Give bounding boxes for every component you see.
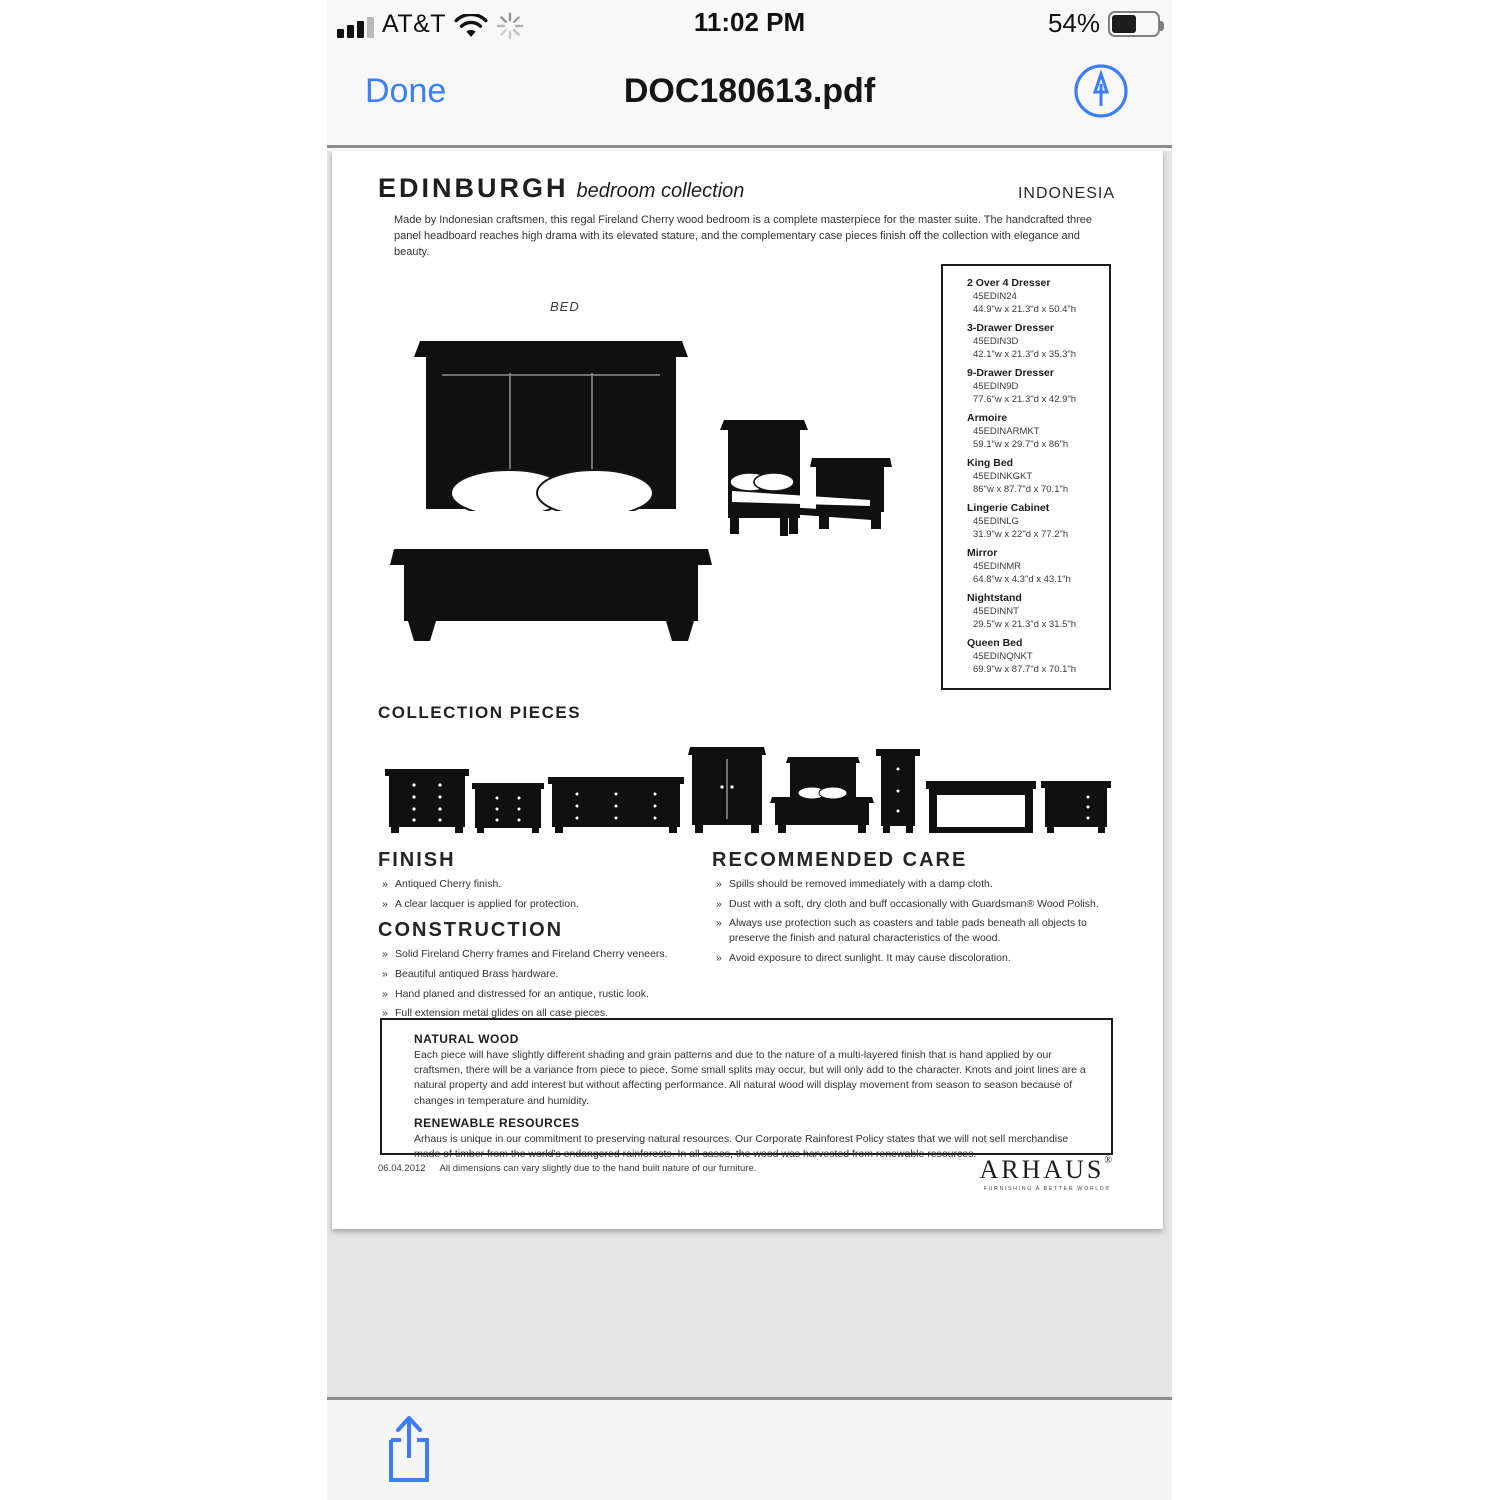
brand-name: ARHAUS — [979, 1155, 1105, 1184]
9-drawer-dresser-illustration — [547, 777, 685, 833]
dimensions-disclaimer: All dimensions can vary slightly due to the hand built nature of our furniture. — [439, 1163, 757, 1174]
construction-bullet: » Full extension metal glides on all case pieces. — [378, 1006, 688, 1021]
2-over-4-dresser-illustration — [384, 769, 470, 833]
care-bullets — [712, 877, 1120, 965]
spec-item-sku: 45EDINNT — [973, 606, 1019, 617]
share-button[interactable] — [381, 1414, 437, 1484]
done-button[interactable]: Done — [365, 72, 447, 110]
finish-bullet: » A clear lacquer is applied for protection. — [378, 897, 688, 912]
renewable-resources-body: Arhaus is unique in our commitment to preserving natural resources. Our Corporate Rainforest Policy states that we will not sell merchandise made of timber from the world's endangered rainforests. In all cases, the wood was harvested from renewable resources. — [414, 1132, 1069, 1161]
spec-item — [967, 457, 1105, 496]
care-bullet: » Spills should be removed immediately with a damp cloth. — [712, 877, 1120, 892]
status-bar — [327, 0, 1172, 48]
spec-item-dimensions: 64.8"w x 4.3"d x 43.1"h — [973, 574, 1071, 585]
spec-item-name: Queen Bed — [967, 637, 1023, 649]
pdf-page — [332, 151, 1163, 1229]
spec-item-dimensions: 42.1"w x 21.3"d x 35.3"h — [973, 349, 1077, 360]
spec-item — [967, 322, 1105, 361]
spec-item-sku: 45EDINKGKT — [973, 471, 1033, 482]
spec-item — [967, 547, 1105, 586]
spec-item-dimensions: 77.6"w x 21.3"d x 42.9"h — [973, 394, 1077, 405]
spec-item-sku: 45EDINQNKT — [973, 651, 1033, 662]
care-heading: RECOMMENDED CARE — [712, 849, 968, 871]
spec-item-name: Nightstand — [967, 592, 1022, 604]
clock-label: 11:02 PM — [693, 7, 806, 37]
markup-pen-icon — [1072, 62, 1130, 120]
construction-heading: CONSTRUCTION — [378, 919, 564, 942]
spec-item — [967, 367, 1105, 406]
spec-item-dimensions: 44.9"w x 21.3"d x 50.4"h — [973, 304, 1077, 315]
construction-bullet: » Hand planed and distressed for an antique, rustic look. — [378, 987, 688, 1002]
page-footer-note — [378, 1163, 938, 1174]
3-drawer-dresser-illustration — [471, 783, 545, 833]
brand-registered-mark: ® — [1104, 1155, 1115, 1166]
spec-item — [967, 592, 1105, 631]
care-bullet: » Avoid exposure to direct sunlight. It may cause discoloration. — [712, 951, 1120, 966]
collection-name: EDINBURGH — [378, 173, 569, 203]
finish-heading: FINISH — [378, 849, 456, 871]
bottom-toolbar — [327, 1397, 1172, 1500]
spec-item — [967, 637, 1105, 676]
spec-item-dimensions: 69.9"w x 87.7"d x 70.1"h — [973, 664, 1077, 675]
spec-item-dimensions: 59.1"w x 29.7"d x 86"h — [973, 439, 1069, 450]
intro-paragraph: Made by Indonesian craftsmen, this regal Fireland Cherry wood bedroom is a complete masterpiece for the master suite. The handcrafted three panel headboard reaches high drama with its elevated stature, and the complementary case pieces finish off the collection with elegance and beauty. — [394, 214, 1093, 258]
natural-wood-body: Each piece will have slightly different shading and grain patterns and due to the nature of a multi-layered finish that is hand applied by our craftsmen, there will be a variance from piece to piece. Some small splits may occur, but will only add to the character. Knots and joint lines are a natural property and add interest but without affecting performance. All natural wood will display movement from season to season because of changes in temperature and humidity. — [414, 1049, 1086, 1107]
spec-item-sku: 45EDIN3D — [973, 336, 1019, 347]
battery-icon — [1108, 11, 1160, 37]
bed-illustration — [770, 757, 874, 833]
construction-bullet: » Beautiful antiqued Brass hardware. — [378, 967, 688, 982]
spec-item-dimensions: 31.9"w x 22"d x 77.2"h — [973, 529, 1069, 540]
spec-item-name: Armoire — [967, 412, 1008, 424]
battery-percent-label: 54% — [1047, 8, 1100, 38]
natural-wood-box — [380, 1018, 1113, 1161]
spec-item-name: 3-Drawer Dresser — [967, 322, 1054, 334]
finish-bullet: » Antiqued Cherry finish. — [378, 877, 688, 892]
armoire-illustration — [686, 747, 768, 833]
spec-item-name: King Bed — [967, 457, 1014, 469]
arhaus-logo — [979, 1155, 1115, 1192]
markup-button[interactable] — [1072, 62, 1130, 120]
spec-item-name: Lingerie Cabinet — [967, 502, 1050, 514]
spec-item-name: 9-Drawer Dresser — [967, 367, 1054, 379]
spec-item-sku: 45EDINLG — [973, 516, 1019, 527]
spec-item-sku: 45EDINMR — [973, 561, 1022, 572]
finish-construction-section — [378, 849, 688, 1029]
region-label: INDONESIA — [1017, 185, 1115, 202]
page-title — [378, 173, 744, 204]
spec-item-name: 2 Over 4 Dresser — [967, 277, 1051, 289]
collection-pieces-heading: COLLECTION PIECES — [378, 703, 582, 722]
bed-caption: BED — [550, 299, 580, 314]
spec-item — [967, 277, 1105, 316]
brand-tagline: FURNISHING A BETTER WORLD® — [983, 1186, 1111, 1192]
care-bullet: » Always use protection such as coasters and table pads beneath all objects to preserve the finish and natural characteristics of the wood. — [712, 916, 1120, 945]
spec-item-dimensions: 86"w x 87.7"d x 70.1"h — [973, 484, 1069, 495]
collection-subtitle: bedroom collection — [576, 180, 745, 202]
carrier-label: AT&T — [382, 10, 447, 38]
spec-item-sku: 45EDINARMKT — [973, 426, 1040, 437]
care-bullet: » Dust with a soft, dry cloth and buff occasionally with Guardsman® Wood Polish. — [712, 897, 1120, 912]
nightstand-illustration — [1040, 781, 1112, 833]
collection-pieces-row — [384, 741, 1112, 833]
spec-item-sku: 45EDIN24 — [973, 291, 1017, 302]
spec-item-name: Mirror — [967, 547, 998, 559]
lingerie-cabinet-illustration — [875, 749, 921, 833]
pdf-scroll-area[interactable] — [327, 151, 1172, 1397]
phone-screen — [327, 0, 1172, 1500]
spec-item — [967, 412, 1105, 451]
document-title: DOC180613.pdf — [623, 72, 876, 110]
bed-side-illustration — [720, 406, 892, 556]
navigation-bar — [327, 48, 1172, 148]
natural-wood-heading: NATURAL WOOD — [414, 1032, 519, 1046]
revision-date: 06.04.2012 — [378, 1163, 426, 1174]
share-icon — [381, 1414, 437, 1484]
construction-bullet: » Solid Fireland Cherry frames and Fireland Cherry veneers. — [378, 947, 688, 962]
spec-item-sku: 45EDIN9D — [973, 381, 1019, 392]
spec-item — [967, 502, 1105, 541]
construction-bullets — [378, 947, 688, 1021]
recommended-care-section — [712, 849, 1120, 973]
spec-box — [941, 264, 1111, 690]
spec-item-dimensions: 29.5"w x 21.3"d x 31.5"h — [973, 619, 1077, 630]
mirror-illustration — [923, 781, 1039, 833]
bed-front-illustration — [390, 331, 712, 641]
renewable-resources-heading: RENEWABLE RESOURCES — [414, 1115, 580, 1130]
finish-bullets — [378, 877, 688, 911]
